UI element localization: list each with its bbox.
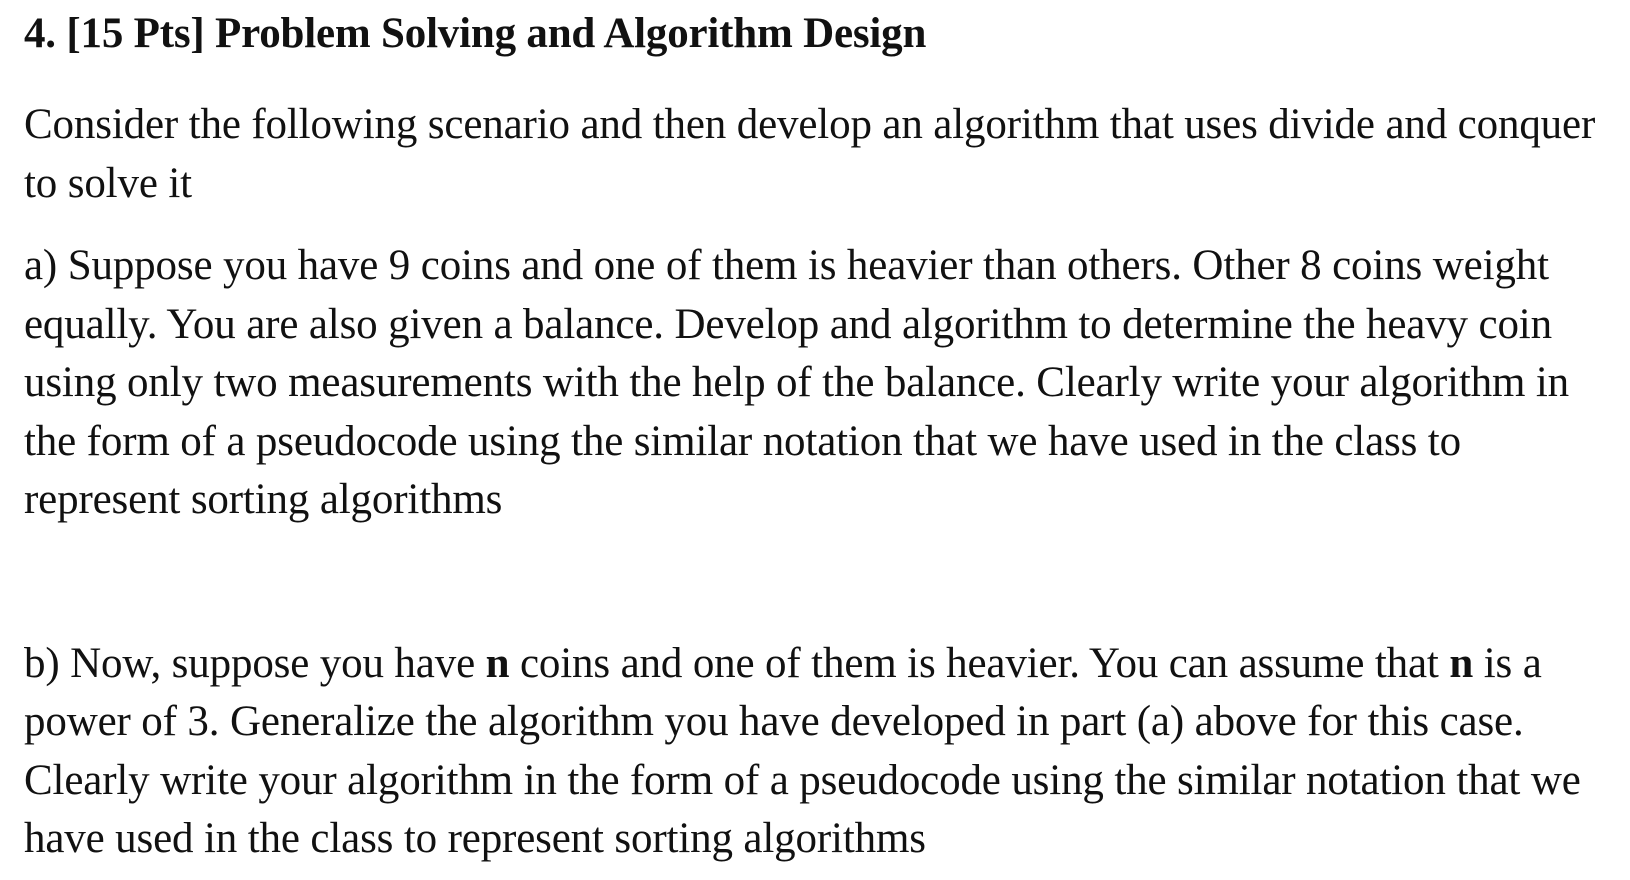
part-b-paragraph bbox=[24, 635, 1614, 869]
part-b-variable-n: n bbox=[1449, 639, 1474, 687]
intro-paragraph: Consider the following scenario and then develop an algorithm that uses divide and conquer to solve it bbox=[24, 101, 1596, 207]
part-b-variable-n: n bbox=[485, 639, 510, 687]
part-b-text-3: is a power of 3. Generalize the algorithm you have developed in part (a) above for this case. Clearly write your algorithm in the form of a pseudocode using the similar notation that we have used in the class to represent sorting algorithms bbox=[24, 639, 1581, 862]
part-b-text-1: b) Now, suppose you have bbox=[24, 639, 486, 687]
document-body bbox=[24, 0, 1614, 869]
question-title: 4. [15 Pts] Problem Solving and Algorithm Design bbox=[24, 10, 927, 57]
part-b-text-2: coins and one of them is heavier. You can assume that bbox=[509, 639, 1450, 687]
part-a-paragraph: a) Suppose you have 9 coins and one of them is heavier than others. Other 8 coins weight equally. You are also given a balance. Develop and algorithm to determine the heavy coin using only two measurements with the help of the balance. Clearly write your algorithm in the form of a pseudocode using the similar notation that we have used in the class to represent sorting algorithms bbox=[24, 242, 1570, 523]
